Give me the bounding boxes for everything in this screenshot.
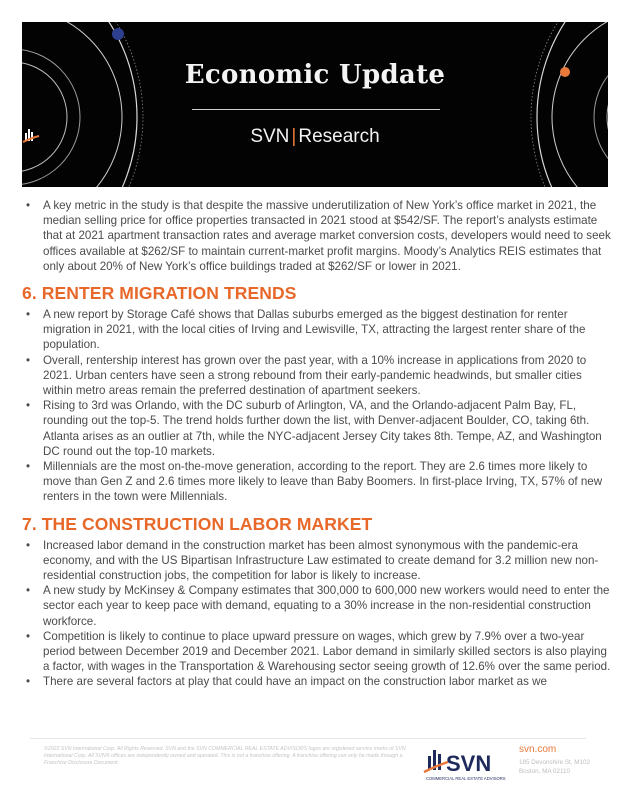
article-body — [22, 198, 612, 690]
blue-planet-icon — [112, 28, 124, 40]
list-item: • There are several factors at play that could have an impact on the construction labor market as we — [26, 675, 547, 689]
brand-research: Research — [298, 126, 380, 147]
intro-bullet-list — [22, 198, 612, 274]
construction-labor-bullet-list — [22, 538, 612, 690]
website-link[interactable]: svn.com — [519, 744, 557, 755]
page-title: Economic Update — [184, 60, 446, 90]
list-item: • A new report by Storage Café shows that Dallas suburbs emerged as the biggest destination for renter migration in 2021, with the local cities of Irving and Lewisville, TX, attracting the largest renter share of the population. — [26, 308, 586, 352]
list-item: • A key metric in the study is that despite the massive underutilization of New York’s office market in 2021, the median selling price for office properties transacted in 2021 stood at $542/SF. The report’s analysts estimate that at 2021 apartment transaction rates and average market conversion costs, developers would need to seek offices available at $262/SF to maintain current-market profit margins. Moody’s Analytics REIS estimates that only about 20% of New York’s office buildings traded at $262/SF or lower in 2021. — [26, 199, 611, 273]
renter-migration-bullet-list — [22, 307, 612, 505]
section-heading-construction-labor: 7. THE CONSTRUCTION LABOR MARKET — [22, 513, 373, 534]
address-line-2: Boston, MA 02110 — [519, 768, 570, 775]
svn-bars-logo-icon — [22, 126, 40, 144]
bullet-icon: • — [26, 399, 31, 413]
hero-banner — [22, 22, 608, 187]
bullet-icon: • — [26, 308, 31, 322]
bullet-icon: • — [26, 538, 31, 552]
bullet-icon: • — [26, 629, 31, 643]
footer-logo-tagline: COMMERCIAL REAL ESTATE ADVISORS — [426, 776, 506, 781]
svn-logo-icon — [422, 744, 514, 784]
list-item: • Competition is likely to continue to place upward pressure on wages, which grew by 7.9% over a two-year period between December 2019 and December 2021. Labor demand in similarly skilled sectors is also playing a factor, with wages in the Transportation & Warehousing sector seeing growth of 12.6% over the same period. — [26, 629, 611, 674]
bullet-icon: • — [26, 675, 31, 689]
list-item: • A new study by McKinsey & Company estimates that 300,000 to 600,000 new workers would need to enter the sector each year to keep pace with demand, equating to a 30% increase in the non-residential construction workforce. — [26, 584, 610, 628]
page-footer — [22, 738, 608, 781]
address — [519, 758, 590, 776]
bullet-icon: • — [26, 584, 31, 598]
brand-separator: | — [291, 126, 297, 147]
bullet-icon: • — [26, 460, 31, 474]
list-item: • Rising to 3rd was Orlando, with the DC suburb of Arlington, VA, and the Orlando-adjacent Palm Bay, FL, rounding out the top-5. The trend holds further down the list, with Denver-adjacent Boulder, CO, taking 6th. Atlanta arises as an outlier at 7th, while the NYC-adjacent Jersey City takes 8th. Tempe, AZ, and Washington DC round out the top-10 markets. — [26, 399, 602, 458]
address-line-1: 185 Devonshire St, M102 — [519, 759, 591, 766]
list-item: • Increased labor demand in the construction market has been almost synonymous with the pandemic-era economy, and with the US Bipartisan Infrastructure Law estimated to create demand for 3.2 million new non-residential construction jobs, the competition for labor is likely to increase. — [26, 538, 599, 583]
bullet-icon: • — [26, 353, 31, 367]
orbit-decoration-icon — [22, 22, 608, 187]
brand-lockup — [22, 126, 608, 148]
section-heading-renter-migration: 6. RENTER MIGRATION TRENDS — [22, 283, 297, 304]
footer-logo-text: SVN — [446, 751, 492, 776]
list-item: • Overall, rentership interest has grown over the past year, with a 10% increase in applications from 2020 to 2021. Urban centers have seen a strong rebound from their early-pandemic headwinds, but smaller cities within metro areas remain the preferred destination of apartment seekers. — [26, 353, 587, 398]
title-divider — [192, 109, 440, 110]
list-item: • Millennials are the most on-the-move generation, according to the report. They are 2.6 times more likely to move than Gen Z and 2.6 times more likely to leave than Baby Boomers. In first-place Irving, TX, 57% of new renters in the town were Millennials. — [26, 460, 603, 504]
brand-svn: SVN — [250, 126, 290, 147]
legal-disclaimer: ©2022 SVN International Corp. All Rights Reserved. SVN and the SVN COMMERCIAL REAL ESTATE ADVISORS logos are registered service marks of SVN International Corp. All SVN® offices are independently owned and operated. This is not a franchise offering. A franchise offering can only be made through a Franchise Disclosure Document. — [44, 746, 406, 767]
footer-divider — [30, 738, 586, 739]
svn-footer-logo — [422, 744, 514, 789]
bullet-icon: • — [26, 199, 31, 212]
